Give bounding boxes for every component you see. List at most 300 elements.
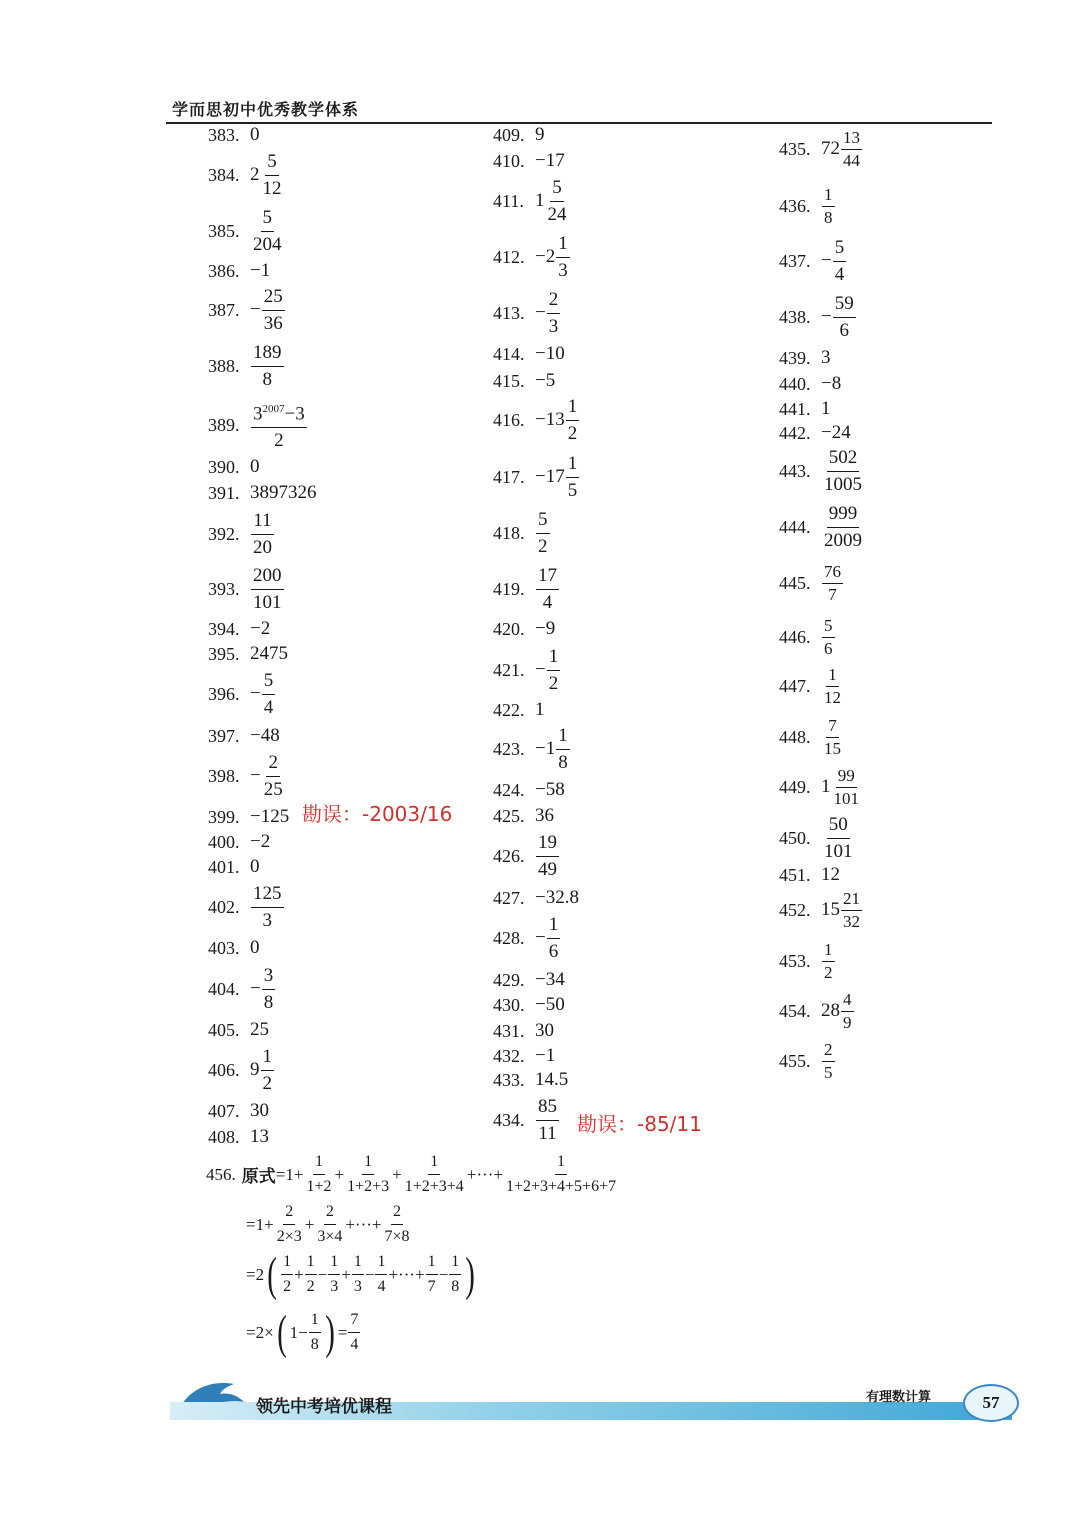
answer-item xyxy=(493,1095,560,1144)
answer-item xyxy=(493,777,565,803)
fraction: $\frac{1}{12}$ xyxy=(824,664,841,707)
answer-value xyxy=(821,445,865,498)
answer-item xyxy=(208,669,276,718)
fraction: $\frac{5}{4}$ xyxy=(263,669,274,718)
answer-number: 419. xyxy=(493,578,525,599)
answer-number: 435. xyxy=(779,138,811,159)
fraction: $\frac{1}{5}$ xyxy=(567,452,578,501)
fraction: $\frac{5}{204}$ xyxy=(253,206,282,255)
answer-number: 455. xyxy=(779,1050,811,1071)
answer-number: 387. xyxy=(208,299,240,320)
ellipsis: +···+ xyxy=(388,1264,425,1284)
answer-value: −1 $\frac{1}{8}$ xyxy=(535,723,571,776)
answer-number: 416. xyxy=(493,409,525,430)
answer-number: 394. xyxy=(208,618,240,639)
answer-item xyxy=(493,697,545,723)
answer-value: − $\frac{2}{3}$ xyxy=(535,287,561,340)
answer-value: 25 xyxy=(250,1019,269,1040)
answer-value xyxy=(250,340,285,393)
answer-value: − $\frac{3}{8}$ xyxy=(250,963,276,1016)
answer-item xyxy=(779,292,857,341)
header-title: 学而思初中优秀教学体系 xyxy=(172,100,360,119)
fraction: $\frac{99}{101}$ xyxy=(833,765,859,808)
term-one: 1 xyxy=(289,1322,299,1342)
answer-value: −10 xyxy=(535,343,565,364)
answer-number: 383. xyxy=(208,124,240,145)
answer-value: −9 xyxy=(535,618,556,639)
answer-item xyxy=(779,184,836,227)
answer-value: −125 xyxy=(250,806,290,827)
answer-item xyxy=(208,150,285,199)
answer-number: 434. xyxy=(493,1109,525,1130)
answer-value: 1 xyxy=(535,699,545,720)
answer-value xyxy=(821,939,836,984)
answer-value: −2 xyxy=(250,618,271,639)
equals-sign: = xyxy=(246,1264,256,1284)
answer-number: 400. xyxy=(208,831,240,852)
answer-number: 403. xyxy=(208,937,240,958)
fraction: $\frac{1}{2}$ xyxy=(824,939,833,982)
solution-word: 原式 xyxy=(241,1167,276,1187)
answer-item xyxy=(493,967,565,993)
term-one: 1 xyxy=(285,1164,294,1184)
fraction: $\frac{1}{1+2+3}$ xyxy=(345,1150,391,1199)
answer-item xyxy=(779,989,855,1032)
answer-value: −48 xyxy=(250,725,280,746)
answer-item xyxy=(493,992,565,1018)
answer-number: 444. xyxy=(779,516,811,537)
answer-value: 1 xyxy=(821,398,831,419)
plus-sign: + xyxy=(264,1214,274,1234)
fraction: $\frac{3}{8}$ xyxy=(263,964,274,1013)
answer-value: 3897326 xyxy=(250,482,317,503)
answer-item xyxy=(208,206,285,255)
answer-number: 450. xyxy=(779,827,811,848)
answer-number: 441. xyxy=(779,398,811,419)
answer-value: −58 xyxy=(535,779,565,800)
answer-item xyxy=(779,561,844,604)
answer-number: 409. xyxy=(493,124,525,145)
answer-value: −17 xyxy=(535,150,565,171)
answer-value: 13 xyxy=(250,1126,269,1147)
term-two: 2 xyxy=(255,1322,265,1342)
answer-item xyxy=(779,939,836,982)
answer-item xyxy=(493,508,551,557)
answer-number: 440. xyxy=(779,373,811,394)
answer-number: 423. xyxy=(493,738,525,759)
answer-item xyxy=(493,913,561,962)
fraction: $\frac{1}{3}$ xyxy=(352,1250,364,1299)
answer-number: 422. xyxy=(493,699,525,720)
answer-value: $\frac{3^{2007}-3}{2}$ xyxy=(250,396,308,454)
fraction: $\frac{85}{11}$ xyxy=(538,1095,557,1144)
answer-number: 397. xyxy=(208,725,240,746)
answer-item xyxy=(779,715,844,758)
answer-number: 431. xyxy=(493,1020,525,1041)
plus-sign: + xyxy=(304,1214,315,1234)
term-two: 2 xyxy=(255,1264,265,1284)
answer-number: 413. xyxy=(493,302,525,323)
answer-value: 9 $\frac{1}{2}$ xyxy=(250,1044,275,1097)
answer-value: − $\frac{1}{2}$ xyxy=(535,644,561,697)
answer-item xyxy=(208,402,308,452)
answer-item xyxy=(779,396,831,422)
answer-value: −1 xyxy=(535,1045,556,1066)
answer-value: 30 xyxy=(250,1100,269,1121)
answer-number: 386. xyxy=(208,260,240,281)
answer-value xyxy=(821,715,844,760)
answer-number: 402. xyxy=(208,896,240,917)
answer-value: − $\frac{59}{6}$ xyxy=(821,291,857,344)
answer-item xyxy=(779,664,844,707)
fraction: $\frac{1}{2}$ xyxy=(548,645,559,694)
fraction: $\frac{19}{49}$ xyxy=(538,831,557,880)
answer-number: 447. xyxy=(779,675,811,696)
answer-item xyxy=(208,1098,269,1124)
answer-item xyxy=(208,1017,269,1043)
plus-sign: + xyxy=(334,1164,345,1184)
answer-item xyxy=(493,288,561,337)
answer-number: 445. xyxy=(779,572,811,593)
fraction: $\frac{17}{4}$ xyxy=(538,564,557,613)
answer-item xyxy=(779,345,831,371)
answer-item xyxy=(493,885,579,911)
answer-item xyxy=(208,641,288,667)
answer-number: 410. xyxy=(493,150,525,171)
answer-item xyxy=(208,564,285,613)
fraction: $\frac{1}{6}$ xyxy=(548,913,559,962)
answer-item xyxy=(493,616,555,642)
fraction: $\frac{125}{3}$ xyxy=(253,882,282,931)
answer-value xyxy=(821,561,844,606)
answer-item xyxy=(208,341,285,390)
answer-number: 392. xyxy=(208,523,240,544)
answer-number: 448. xyxy=(779,726,811,747)
fraction: $\frac{5}{4}$ xyxy=(834,236,845,285)
answer-number: 429. xyxy=(493,969,525,990)
answer-value xyxy=(250,205,285,258)
fraction: $\frac{1}{4}$ xyxy=(375,1250,387,1299)
answer-number: 439. xyxy=(779,347,811,368)
fraction: $\frac{1}{1+2+3+4}$ xyxy=(403,1150,466,1199)
answer-number: 385. xyxy=(208,220,240,241)
answer-item xyxy=(208,258,270,284)
fraction: $\frac{59}{6}$ xyxy=(834,292,854,341)
answer-item xyxy=(779,371,841,397)
answer-value: −5 xyxy=(535,370,556,391)
answer-value: 1 $\frac{99}{101}$ xyxy=(821,765,859,808)
answer-number: 418. xyxy=(493,522,525,543)
answer-item xyxy=(208,751,286,800)
answer-value xyxy=(821,664,844,709)
answer-item xyxy=(208,723,280,749)
answer-number: 453. xyxy=(779,950,811,971)
fraction: $\frac{502}{1005}$ xyxy=(824,446,862,495)
answer-number: 396. xyxy=(208,683,240,704)
answer-number: 393. xyxy=(208,578,240,599)
answer-item xyxy=(208,1045,275,1094)
solution-line-1 xyxy=(206,1150,619,1199)
fraction: $\frac{2}{2\times 3}$ xyxy=(275,1200,304,1249)
erratum-434: 勘误：-85/11 xyxy=(577,1112,702,1136)
answer-value: 72 $\frac{13}{44}$ xyxy=(821,127,860,170)
result-fraction: $\frac{7}{4}$ xyxy=(348,1308,360,1357)
fraction: $\frac{1}{8}$ xyxy=(558,724,568,773)
answer-value xyxy=(821,812,856,865)
answer-item xyxy=(493,564,560,613)
header-rule xyxy=(166,122,992,124)
answer-item xyxy=(779,813,856,862)
answer-item xyxy=(493,452,580,501)
answer-number: 443. xyxy=(779,460,811,481)
answer-number: 442. xyxy=(779,422,811,443)
fraction: $\frac{5}{2}$ xyxy=(538,508,548,557)
fraction: $\frac{2}{5}$ xyxy=(824,1039,833,1082)
answer-item xyxy=(779,765,862,808)
page-number: 57 xyxy=(963,1384,1019,1422)
fraction: $\frac{2}{3\times 4}$ xyxy=(315,1200,344,1249)
answer-number: 406. xyxy=(208,1059,240,1080)
ellipsis: +···+ xyxy=(466,1164,503,1184)
fraction: $\frac{189}{8}$ xyxy=(253,341,282,390)
answer-value: 14.5 xyxy=(535,1069,569,1090)
answer-value xyxy=(535,507,551,560)
plus-sign: + xyxy=(392,1164,402,1184)
answer-value xyxy=(821,501,865,554)
answer-number: 389. xyxy=(208,414,240,435)
answer-number: 420. xyxy=(493,618,525,639)
answer-item xyxy=(208,122,260,148)
answer-item xyxy=(208,1124,269,1150)
answer-number: 421. xyxy=(493,659,525,680)
answer-item xyxy=(208,480,317,506)
answer-number: 390. xyxy=(208,456,240,477)
fraction: $\frac{13}{44}$ xyxy=(843,127,860,170)
fraction: $\frac{5}{6}$ xyxy=(824,615,833,658)
answer-item xyxy=(493,803,554,829)
answer-value: 28 $\frac{4}{9}$ xyxy=(821,989,852,1032)
solution-line-3 xyxy=(246,1247,478,1301)
answer-value: 30 xyxy=(535,1020,554,1041)
fraction: $\frac{7}{15}$ xyxy=(824,715,841,758)
answer-value: 0 xyxy=(250,937,260,958)
answer-number: 412. xyxy=(493,246,525,267)
answer-number: 426. xyxy=(493,845,525,866)
fraction: $\frac{1}{7}$ xyxy=(426,1250,438,1299)
answer-number: 417. xyxy=(493,466,525,487)
answer-value xyxy=(250,563,285,616)
fraction: $\frac{2}{3}$ xyxy=(548,288,559,337)
answer-item xyxy=(779,502,865,551)
answer-value: 1 $\frac{5}{24}$ xyxy=(535,175,570,228)
fraction: $\frac{1}{2}$ xyxy=(281,1250,293,1299)
answer-value: 2 $\frac{5}{12}$ xyxy=(250,149,285,202)
answer-item xyxy=(208,285,286,334)
erratum-399: 勘误：-2003/16 xyxy=(302,802,453,826)
times-sign: × xyxy=(264,1322,274,1342)
answer-item xyxy=(493,341,565,367)
fraction: $\frac{5}{24}$ xyxy=(547,176,567,225)
answer-value: −24 xyxy=(821,422,851,443)
answer-value: − $\frac{25}{36}$ xyxy=(250,284,286,337)
answer-item xyxy=(493,395,580,444)
fraction: $\frac{1}{8}$ xyxy=(824,184,833,227)
answer-item xyxy=(779,1039,836,1082)
fraction: $\frac{25}{36}$ xyxy=(263,285,283,334)
footer-course-title: 领先中考培优课程 xyxy=(256,1397,392,1417)
answer-value: − $\frac{5}{4}$ xyxy=(250,668,276,721)
answer-number: 449. xyxy=(779,776,811,797)
answer-value: −13 $\frac{1}{2}$ xyxy=(535,394,580,447)
plus-sign: + xyxy=(341,1264,351,1284)
answer-number: 438. xyxy=(779,306,811,327)
answer-value: − $\frac{5}{4}$ xyxy=(821,235,847,288)
answer-number: 436. xyxy=(779,195,811,216)
fraction: $\frac{999}{2009}$ xyxy=(824,502,862,551)
fraction: $\frac{11}{20}$ xyxy=(253,509,272,558)
answer-value: 36 xyxy=(535,805,554,826)
answer-item xyxy=(208,804,289,830)
answer-value: −2 xyxy=(250,831,271,852)
answer-value: 0 xyxy=(250,124,260,145)
answer-item xyxy=(208,964,276,1013)
fraction: $\frac{76}{7}$ xyxy=(824,561,841,604)
answer-number: 408. xyxy=(208,1126,240,1147)
equals-sign: = xyxy=(275,1164,286,1184)
left-paren: ( xyxy=(276,1305,287,1359)
answer-item xyxy=(493,176,570,225)
answer-value xyxy=(821,615,836,660)
answer-item xyxy=(493,148,565,174)
answer-number: 451. xyxy=(779,864,811,885)
answer-value: −1 xyxy=(250,260,271,281)
answer-value: 0 xyxy=(250,456,260,477)
answer-item xyxy=(493,831,560,880)
answer-value xyxy=(821,1039,836,1084)
answer-number: 407. xyxy=(208,1100,240,1121)
answer-number: 388. xyxy=(208,355,240,376)
minus-sign: − xyxy=(364,1264,375,1284)
answer-value: − $\frac{1}{6}$ xyxy=(535,912,561,965)
fraction: $\frac{2}{7\times 8}$ xyxy=(383,1200,412,1249)
answer-number: 433. xyxy=(493,1069,525,1090)
answer-value: −32.8 xyxy=(535,887,579,908)
answer-value: − $\frac{2}{25}$ xyxy=(250,750,286,803)
answer-item xyxy=(208,509,275,558)
answer-item xyxy=(493,232,571,281)
answer-number: 395. xyxy=(208,643,240,664)
answer-value xyxy=(535,563,560,616)
fraction: $\frac{1}{2}$ xyxy=(305,1250,317,1299)
left-paren: ( xyxy=(267,1247,277,1301)
answer-item xyxy=(208,829,270,855)
answer-value xyxy=(250,881,285,934)
answer-item xyxy=(208,616,270,642)
footer-topic: 有理数计算 xyxy=(866,1390,932,1405)
equals-sign: = xyxy=(246,1214,256,1234)
answer-number: 415. xyxy=(493,370,525,391)
fraction: $\frac{21}{32}$ xyxy=(843,888,860,931)
ellipsis: +···+ xyxy=(345,1214,382,1234)
answer-number: 405. xyxy=(208,1019,240,1040)
answer-value: 15 $\frac{21}{32}$ xyxy=(821,888,860,931)
fraction: $\frac{1}{1+2}$ xyxy=(304,1150,333,1199)
answer-value xyxy=(250,508,275,561)
fraction: $\frac{50}{101}$ xyxy=(824,813,853,862)
fraction: $\frac{1}{3}$ xyxy=(328,1250,340,1299)
answer-value: 3 xyxy=(821,347,831,368)
answer-value: −50 xyxy=(535,994,565,1015)
fraction: $\frac{1}{2}$ xyxy=(262,1045,272,1094)
solution-line-2 xyxy=(246,1200,413,1249)
answer-item xyxy=(779,615,836,658)
answer-number: 398. xyxy=(208,765,240,786)
answer-number: 452. xyxy=(779,899,811,920)
answer-item xyxy=(493,122,545,148)
answer-item xyxy=(779,236,847,285)
fraction: $\frac{1}{8}$ xyxy=(309,1308,321,1357)
answer-number: 425. xyxy=(493,805,525,826)
answer-number: 399. xyxy=(208,806,240,827)
plus-sign: + xyxy=(294,1264,304,1284)
plus-sign: + xyxy=(293,1164,304,1184)
fraction: $\frac{1}{3}$ xyxy=(558,232,568,281)
fraction: $\frac{1}{8}$ xyxy=(449,1250,461,1299)
answer-number: 430. xyxy=(493,994,525,1015)
answer-value xyxy=(535,1094,560,1147)
minus-sign: − xyxy=(317,1264,328,1284)
equals-sign: = xyxy=(337,1322,348,1342)
fraction: $\frac{4}{9}$ xyxy=(843,989,852,1032)
fraction: $\frac{2}{25}$ xyxy=(263,751,283,800)
fraction: $\frac{200}{101}$ xyxy=(253,564,282,613)
answer-item xyxy=(208,935,260,961)
equals-sign: = xyxy=(246,1322,256,1342)
answer-item xyxy=(779,127,863,170)
answer-item xyxy=(208,454,260,480)
answer-item xyxy=(208,882,285,931)
answer-value: −17 $\frac{1}{5}$ xyxy=(535,451,580,504)
answer-item xyxy=(493,724,571,773)
minus-sign: − xyxy=(438,1264,449,1284)
answer-item xyxy=(493,645,561,694)
answer-value: 12 xyxy=(821,864,840,885)
answer-item xyxy=(493,1067,568,1093)
answer-value: 0 xyxy=(250,856,260,877)
answer-item xyxy=(779,888,863,931)
answer-item xyxy=(779,446,865,495)
answer-number: 404. xyxy=(208,978,240,999)
answer-item xyxy=(779,420,851,446)
answer-number: 384. xyxy=(208,164,240,185)
answer-item xyxy=(779,862,840,888)
fraction: $\frac{1}{2}$ xyxy=(567,395,578,444)
solution-line-4 xyxy=(246,1305,361,1359)
answer-number: 391. xyxy=(208,482,240,503)
answer-number: 411. xyxy=(493,190,524,211)
answer-value: −2 $\frac{1}{3}$ xyxy=(535,231,571,284)
answer-number: 401. xyxy=(208,856,240,877)
solution-number: 456. xyxy=(206,1164,236,1184)
minus-sign: − xyxy=(298,1322,308,1342)
answer-number: 424. xyxy=(493,779,525,800)
answer-value: −8 xyxy=(821,373,842,394)
answer-value: 9 xyxy=(535,124,545,145)
right-paren: ) xyxy=(324,1305,335,1359)
answer-number: 437. xyxy=(779,250,811,271)
answer-item xyxy=(493,1043,555,1069)
answer-value xyxy=(821,184,836,229)
